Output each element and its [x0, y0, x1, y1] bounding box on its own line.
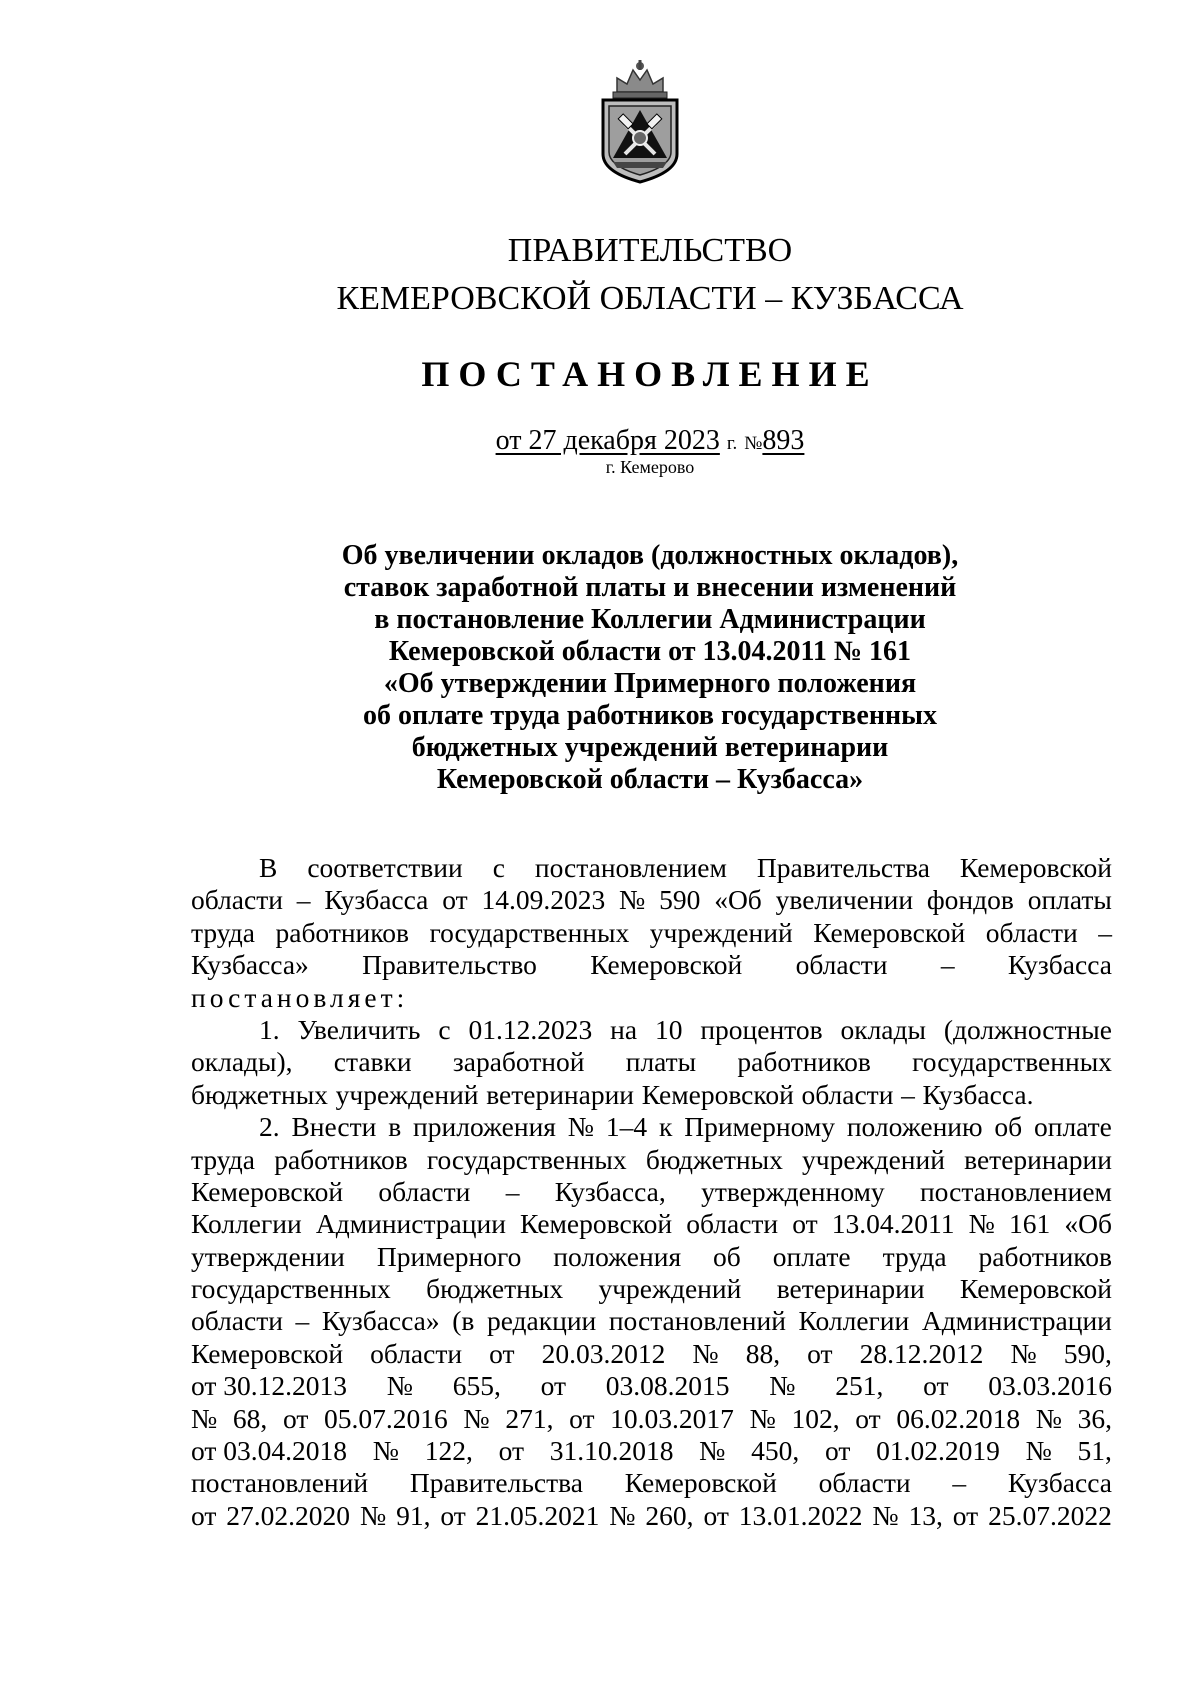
body-word: ветеринарии: [964, 1143, 1112, 1175]
body-word: 01.02.2019: [876, 1435, 1000, 1467]
body-word: оплате: [772, 1240, 851, 1272]
body-word: бюджетных: [191, 1078, 328, 1110]
body-word: (в: [452, 1305, 475, 1337]
body-line: [191, 1176, 1112, 1208]
body-word: к: [658, 1111, 673, 1143]
body-word: №: [1035, 1402, 1062, 1434]
body-line: [191, 884, 1112, 916]
body-line: [191, 982, 1112, 1014]
body-word: ветеринарии: [776, 1273, 925, 1305]
body-word: на: [610, 1013, 638, 1045]
body-word: области: [370, 1337, 463, 1369]
title-line: Кемеровской области – Кузбасса»: [436, 764, 864, 795]
body-word: области: [818, 1467, 911, 1499]
body-word: Кузбасса: [1007, 949, 1112, 981]
body-word: –: [940, 949, 955, 981]
body-line: [191, 1014, 1112, 1046]
body-word: 13.01.2022: [738, 1499, 863, 1531]
body-word: с: [492, 852, 505, 883]
body-word: Правительство: [362, 949, 537, 981]
body-word: работников: [737, 1046, 871, 1078]
body-word: от: [540, 1370, 567, 1402]
body-word: 01.12.2023: [468, 1013, 593, 1045]
body-word: 260,: [645, 1499, 694, 1531]
document-body: [191, 852, 1112, 1532]
number-sign: №: [744, 433, 763, 454]
body-word: Кемеровской: [191, 1337, 344, 1369]
body-word: ставки: [333, 1046, 412, 1078]
body-word: 1–4: [605, 1111, 648, 1143]
body-word: от: [498, 1435, 524, 1467]
body-word: утверждении: [191, 1240, 345, 1272]
body-word: №: [463, 1402, 490, 1434]
government-name-line-1: ПРАВИТЕЛЬСТВО: [507, 232, 793, 269]
body-word: оплаты: [1027, 884, 1112, 916]
body-word: №: [619, 884, 646, 916]
body-word: бюджетных: [645, 1143, 783, 1175]
body-word: Кузбасса: [1007, 1467, 1112, 1499]
document-title: [250, 540, 1050, 796]
body-word: учреждений: [598, 1273, 742, 1305]
body-word: Кузбасса,: [554, 1175, 666, 1207]
body-word: №: [359, 1499, 387, 1531]
body-word: увеличении: [775, 884, 914, 916]
body-word: 28.12.2012: [859, 1337, 984, 1369]
body-word: Увеличить: [297, 1013, 421, 1045]
body-word: от: [855, 1402, 881, 1434]
body-word: –: [296, 884, 311, 916]
body-word: 03.08.2015: [605, 1370, 730, 1402]
body-line: [191, 1435, 1112, 1467]
body-word: от: [442, 884, 468, 916]
document-city: г. Кемерово: [605, 457, 695, 477]
body-word: области: [378, 1175, 471, 1207]
body-word: труда: [882, 1240, 947, 1272]
body-word: 10: [654, 1013, 683, 1045]
body-word: соответствии: [307, 852, 463, 883]
government-name-line-2: КЕМЕРОВСКОЙ ОБЛАСТИ – КУЗБАССА: [336, 280, 964, 317]
body-word: В: [259, 852, 278, 883]
body-word: 91,: [396, 1499, 431, 1531]
body-word: 25.07.2022: [988, 1499, 1112, 1531]
title-line: в постановление Коллегии Администрации: [374, 604, 926, 635]
body-word: Примерного: [376, 1240, 522, 1272]
body-line: [191, 1144, 1112, 1176]
body-word: №: [609, 1499, 636, 1531]
body-word: работников: [275, 916, 409, 948]
body-word: –: [1098, 916, 1112, 948]
body-word: 36,: [1077, 1402, 1112, 1434]
body-word: Кемеровской: [624, 1467, 777, 1499]
body-line: [191, 1046, 1112, 1078]
body-word: 1.: [259, 1013, 280, 1045]
body-line: [191, 1241, 1112, 1273]
body-word: от: [952, 1499, 979, 1531]
title-line: Кемеровской области от 13.04.2011 № 161: [388, 636, 912, 667]
body-word: постановлением: [534, 852, 727, 883]
body-word: Кемеровской: [590, 949, 743, 981]
body-word: редакции: [486, 1305, 597, 1337]
body-word: процентов: [700, 1013, 823, 1045]
body-line: [191, 1208, 1112, 1240]
body-line: [191, 852, 1112, 884]
body-word: №: [692, 1337, 719, 1369]
body-word: приложения: [413, 1111, 556, 1143]
body-word: 271,: [505, 1402, 554, 1434]
body-word: 655,: [452, 1370, 501, 1402]
body-word: 27.02.2020: [226, 1499, 351, 1531]
body-line: [191, 1500, 1112, 1532]
body-word: «Об: [714, 884, 762, 916]
body-word: №: [699, 1435, 726, 1467]
body-word: 2.: [259, 1111, 280, 1143]
body-word: положению: [846, 1111, 983, 1143]
body-word: об: [713, 1240, 741, 1272]
body-word: фондов: [926, 884, 1014, 916]
body-word: 450,: [751, 1435, 800, 1467]
body-word: –: [295, 1305, 310, 1337]
body-word: 20.03.2012: [541, 1337, 666, 1369]
body-line: [191, 1111, 1112, 1143]
body-line: [191, 1273, 1112, 1305]
body-word: 13.04.2011: [831, 1208, 955, 1240]
body-word: оклады),: [191, 1046, 293, 1078]
body-word: Кемеровской: [641, 1078, 794, 1110]
body-word: в: [388, 1111, 402, 1143]
body-line: [191, 1370, 1112, 1402]
body-word: области: [191, 884, 283, 916]
body-word: 14.09.2023: [481, 884, 606, 916]
body-word: от: [923, 1370, 949, 1402]
body-word: Кемеровской: [813, 916, 966, 948]
body-word: Кузбасса: [324, 884, 429, 916]
title-line: ставок заработной платы и внесении изменений: [343, 572, 957, 603]
body-word: постановлений: [191, 1467, 369, 1499]
body-word: 31.10.2018: [549, 1435, 674, 1467]
body-word: бюджетных: [426, 1273, 564, 1305]
body-word: Внести: [291, 1111, 377, 1143]
document-number: 893: [762, 425, 805, 456]
body-word: области: [686, 1208, 779, 1240]
body-word: 68,: [232, 1402, 268, 1434]
body-word: области: [795, 949, 888, 981]
body-word: положения: [553, 1240, 682, 1272]
body-word: платы: [625, 1046, 697, 1078]
year-suffix: г.: [726, 433, 738, 454]
body-line: [191, 1403, 1112, 1435]
body-word: 05.07.2016: [324, 1402, 448, 1434]
body-word: 88,: [745, 1337, 781, 1369]
body-word: постановлением: [919, 1175, 1112, 1207]
body-word: Коллегии: [191, 1208, 302, 1240]
body-word: учреждений: [802, 1143, 945, 1175]
body-word: от: [824, 1435, 851, 1467]
body-word: Коллегии: [798, 1305, 910, 1337]
body-word: утвержденному: [701, 1175, 885, 1207]
title-line: бюджетных учреждений ветеринарии: [411, 732, 889, 763]
body-word: работников: [274, 1143, 408, 1175]
body-line: [191, 1467, 1112, 1499]
body-word: –: [901, 1078, 915, 1110]
body-word: 51,: [1077, 1435, 1112, 1467]
body-word: 13,: [908, 1499, 943, 1531]
body-line: [191, 949, 1112, 981]
body-word: Администрации: [921, 1305, 1112, 1337]
document-type-heading: ПОСТАНОВЛЕНИЕ: [421, 354, 879, 394]
body-word: учреждений: [335, 1078, 479, 1110]
body-word: –: [952, 1467, 967, 1499]
body-word: Администрации: [315, 1208, 506, 1240]
body-word: Правительства: [756, 852, 930, 883]
body-word: 06.02.2018: [896, 1402, 1021, 1434]
body-word: №: [372, 1435, 399, 1467]
body-word: Правительства: [409, 1467, 583, 1499]
body-word: от: [191, 1499, 217, 1531]
body-word: 590,: [1063, 1337, 1112, 1369]
body-line: [191, 1305, 1112, 1337]
body-word: от 30.12.2013: [191, 1370, 348, 1402]
body-word: №: [191, 1402, 218, 1434]
body-word: с: [438, 1013, 451, 1045]
body-word: (должностные: [943, 1013, 1112, 1045]
body-word: постановляет:: [191, 981, 409, 1013]
body-word: №: [872, 1499, 899, 1531]
body-word: от: [282, 1402, 309, 1434]
body-word: №: [1025, 1435, 1052, 1467]
body-line: [191, 917, 1112, 949]
body-word: оплате: [1033, 1111, 1112, 1143]
body-word: заработной: [452, 1046, 585, 1078]
body-word: 21.05.2021: [475, 1499, 600, 1531]
body-word: №: [968, 1208, 995, 1240]
title-line: Об увеличении окладов (должностных окладов),: [341, 540, 959, 571]
body-word: работников: [978, 1240, 1112, 1272]
body-word: 102,: [791, 1402, 840, 1434]
body-word: труда: [191, 1143, 255, 1175]
body-word: Кемеровской: [191, 1175, 344, 1207]
body-word: области: [191, 1305, 283, 1337]
body-word: ветеринарии: [486, 1078, 635, 1110]
body-word: Кемеровской: [959, 852, 1112, 883]
body-word: области: [801, 1078, 894, 1110]
body-word: 122,: [424, 1435, 473, 1467]
body-word: труда: [191, 916, 255, 948]
body-word: 590: [659, 884, 701, 916]
body-word: Примерному: [684, 1111, 835, 1143]
body-word: Кузбасса»: [191, 949, 309, 981]
body-word: 10.03.2017: [610, 1402, 734, 1434]
body-word: об: [994, 1111, 1023, 1143]
body-line: [191, 1079, 1112, 1111]
body-word: №: [749, 1402, 776, 1434]
body-word: от: [807, 1337, 833, 1369]
body-word: №: [567, 1111, 595, 1143]
body-word: Кемеровской: [520, 1208, 673, 1240]
body-word: 251,: [835, 1370, 884, 1402]
document-date: от 27 декабря 2023: [495, 425, 720, 456]
body-word: государственных: [429, 916, 630, 948]
body-word: Кузбасса.: [922, 1078, 1034, 1110]
body-word: оклады: [840, 1013, 926, 1045]
body-word: государственных: [912, 1046, 1112, 1078]
body-word: Кузбасса»: [321, 1305, 440, 1337]
body-word: области: [985, 916, 1078, 948]
body-word: от: [703, 1499, 729, 1531]
body-word: учреждений: [649, 916, 793, 948]
body-word: от: [569, 1402, 595, 1434]
body-word: от: [440, 1499, 466, 1531]
body-word: от: [792, 1208, 818, 1240]
body-word: государственных: [426, 1143, 627, 1175]
body-line: [191, 1338, 1112, 1370]
title-line: «Об утверждении Примерного положения: [383, 668, 917, 699]
body-word: 03.03.2016: [988, 1370, 1112, 1402]
body-word: 161: [1008, 1208, 1051, 1240]
body-word: постановлений: [608, 1305, 786, 1337]
body-word: №: [1010, 1337, 1037, 1369]
body-word: №: [386, 1370, 414, 1402]
body-word: Кемеровской: [959, 1273, 1112, 1305]
body-word: от 03.04.2018: [191, 1435, 348, 1467]
body-word: «Об: [1064, 1208, 1112, 1240]
title-line: об оплате труда работников государственных: [363, 700, 937, 731]
body-word: государственных: [191, 1273, 391, 1305]
body-word: –: [505, 1175, 520, 1207]
body-word: №: [769, 1370, 796, 1402]
body-word: от: [489, 1337, 515, 1369]
kuzbass-coat-of-arms-icon: [595, 58, 685, 186]
